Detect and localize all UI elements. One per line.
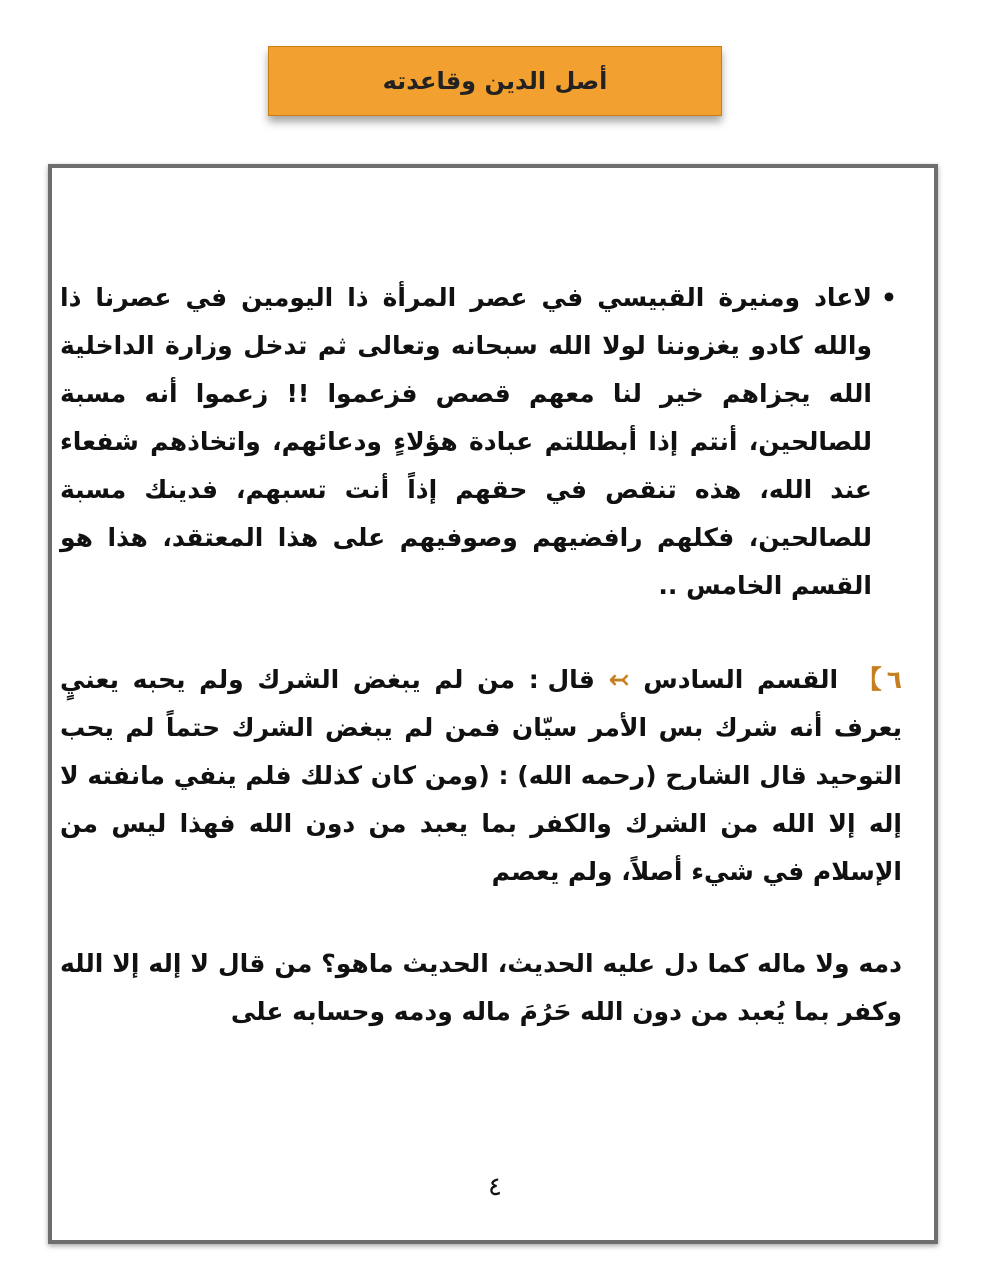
bullet-marker: • xyxy=(881,283,897,312)
section-bracket: 】 xyxy=(851,665,887,694)
paragraph-3: دمه ولا ماله كما دل عليه الحديث، الحديث ماهو؟ من قال لا إله إلا الله وكفر بما يُعبد من دون الله حَرُمَ ماله ودمه وحسابه على xyxy=(60,949,902,1026)
section-number: ٦ xyxy=(886,665,902,694)
page-title: أصل الدين وقاعدته xyxy=(382,67,608,95)
paragraph-1-block xyxy=(60,274,902,610)
page-number: ٤ xyxy=(488,1172,502,1202)
paragraph-2: قال : من لم يبغض الشرك ولم يحبه يعنيٍ يعرف أنه شرك بس الأمر سيّان فمن لم يبغض الشرك حتماً لم يحب التوحيد قال الشارح (رحمه الله) : (ومن كان كذلك فلم ينفي مانفته لا إله إلا الله من الشرك والكفر بما يعبد من دون الله فهذا ليس من الإسلام في شيء أصلاً، ولم يعصم xyxy=(60,665,902,886)
arrow-icon: ↢ xyxy=(608,665,630,694)
paragraph-3-block xyxy=(60,940,902,1036)
paragraph-1: لاعاد ومنيرة القبيسي في عصر المرأة ذا اليومين في عصرنا ذا والله كادو يغزوننا لولا الله سبحانه وتعالى ثم تدخل وزارة الداخلية الله يجزاهم خير لنا معهم قصص فزعموا !! زعموا أنه مسبة للصالحين، أنتم إذا أبطللتم عبادة هؤلاءٍ ودعائهم، واتخاذهم شفعاء عند الله، هذه تنقص في حقهم إذاً أنت تسبهم، فدينك مسبة للصالحين، فكلهم رافضيهم وصوفيهم على هذا المعتقد، هذا هو القسم الخامس .. xyxy=(60,283,872,600)
paragraph-2-block xyxy=(60,656,902,896)
title-banner xyxy=(268,46,722,116)
section-title: القسم السادس xyxy=(643,665,839,694)
